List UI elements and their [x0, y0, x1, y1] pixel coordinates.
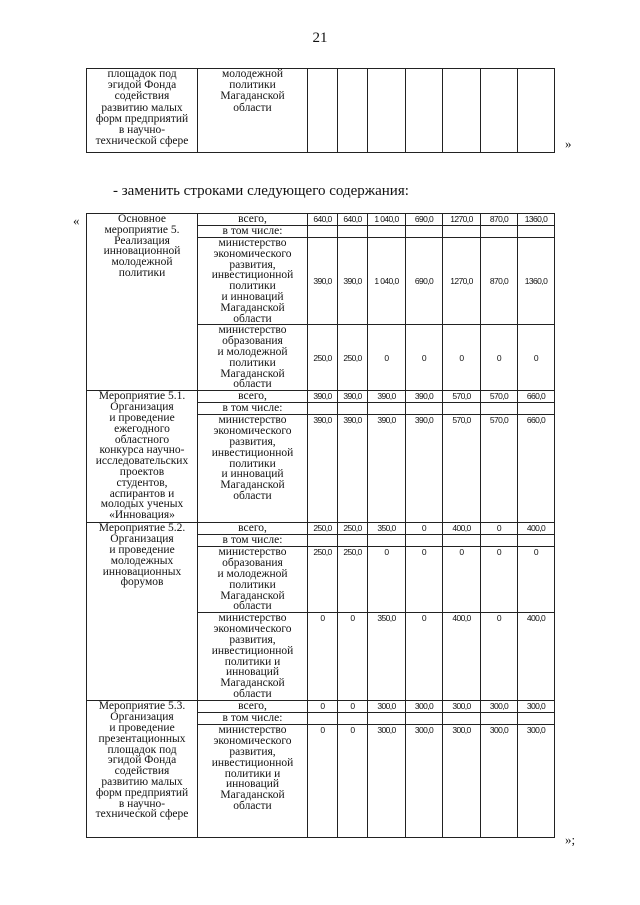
total-label: всего, — [198, 214, 308, 226]
empty-cell — [481, 713, 518, 725]
prev-row-executor: молодежной политики Магаданской области — [198, 69, 308, 153]
empty-cell — [338, 69, 368, 153]
empty-cell — [338, 535, 368, 547]
empty-cell — [406, 69, 443, 153]
empty-cell — [308, 535, 338, 547]
total-label: всего, — [198, 701, 308, 713]
value-cell: 0 — [406, 523, 443, 535]
empty-cell — [518, 226, 555, 238]
value-cell: 250,0 — [338, 547, 368, 613]
closing-quote: » — [565, 136, 572, 151]
empty-cell — [443, 535, 481, 547]
value-cell: 0 — [481, 547, 518, 613]
value-cell: 0 — [406, 325, 443, 391]
value-cell: 390,0 — [308, 238, 338, 325]
empty-cell — [518, 403, 555, 415]
empty-cell — [518, 535, 555, 547]
value-cell: 0 — [481, 523, 518, 535]
opening-quote: « — [73, 213, 80, 228]
empty-cell — [406, 535, 443, 547]
value-cell: 300,0 — [518, 701, 555, 713]
executor-name: министерство экономического развития, инвестиционной политики и инноваций Магаданской области — [198, 613, 308, 701]
value-cell: 390,0 — [338, 238, 368, 325]
value-cell: 0 — [368, 325, 406, 391]
value-cell: 400,0 — [518, 523, 555, 535]
value-cell: 390,0 — [308, 391, 338, 403]
value-cell: 250,0 — [338, 325, 368, 391]
value-cell: 660,0 — [518, 415, 555, 523]
value-cell: 400,0 — [443, 523, 481, 535]
value-cell: 0 — [338, 613, 368, 701]
value-cell: 350,0 — [368, 613, 406, 701]
empty-cell — [368, 535, 406, 547]
empty-cell — [308, 713, 338, 725]
total-label: всего, — [198, 523, 308, 535]
page-number: 21 — [312, 30, 328, 46]
empty-cell — [481, 226, 518, 238]
value-cell: 870,0 — [481, 214, 518, 226]
empty-cell — [338, 226, 368, 238]
executor-name: министерство экономического развития, инвестиционной политики и инноваций Магаданской области — [198, 238, 308, 325]
empty-cell — [481, 69, 518, 153]
value-cell: 0 — [308, 701, 338, 713]
value-cell: 570,0 — [443, 391, 481, 403]
executor-name: министерство образования и молодежной политики Магаданской области — [198, 547, 308, 613]
value-cell: 300,0 — [368, 701, 406, 713]
prev-row-name: площадок под эгидой Фонда содействия развитию малых форм предприятий в научно- технической сфере — [87, 69, 198, 153]
value-cell: 400,0 — [443, 613, 481, 701]
executor-name: министерство образования и молодежной политики Магаданской области — [198, 325, 308, 391]
closing-quote-semicolon: »; — [565, 832, 576, 847]
empty-cell — [518, 713, 555, 725]
value-cell: 640,0 — [308, 214, 338, 226]
value-cell: 300,0 — [481, 725, 518, 838]
value-cell: 570,0 — [443, 415, 481, 523]
empty-cell — [308, 69, 338, 153]
value-cell: 0 — [518, 325, 555, 391]
including-label: в том числе: — [198, 535, 308, 547]
including-label: в том числе: — [198, 226, 308, 238]
empty-cell — [308, 226, 338, 238]
executor-name: министерство экономического развития, инвестиционной политики и инноваций Магаданской области — [198, 725, 308, 838]
value-cell: 0 — [338, 725, 368, 838]
value-cell: 870,0 — [481, 238, 518, 325]
value-cell: 0 — [338, 701, 368, 713]
value-cell: 390,0 — [308, 415, 338, 523]
value-cell: 390,0 — [406, 415, 443, 523]
value-cell: 390,0 — [338, 415, 368, 523]
value-cell: 1270,0 — [443, 238, 481, 325]
empty-cell — [368, 403, 406, 415]
value-cell: 390,0 — [338, 391, 368, 403]
empty-cell — [443, 226, 481, 238]
empty-cell — [308, 403, 338, 415]
value-cell: 0 — [481, 325, 518, 391]
value-cell: 660,0 — [518, 391, 555, 403]
value-cell: 300,0 — [443, 725, 481, 838]
empty-cell — [368, 226, 406, 238]
value-cell: 300,0 — [481, 701, 518, 713]
previous-table-fragment — [86, 68, 555, 153]
value-cell: 390,0 — [406, 391, 443, 403]
value-cell: 1270,0 — [443, 214, 481, 226]
instruction-text: - заменить строками следующего содержания: — [113, 183, 409, 199]
empty-cell — [443, 403, 481, 415]
value-cell: 250,0 — [308, 523, 338, 535]
value-cell: 1360,0 — [518, 214, 555, 226]
value-cell: 0 — [368, 547, 406, 613]
empty-cell — [443, 713, 481, 725]
empty-cell — [368, 69, 406, 153]
m52-name: Мероприятие 5.2. Организация и проведение молодежных инновационных форумов — [87, 523, 198, 701]
value-cell: 0 — [406, 613, 443, 701]
value-cell: 350,0 — [368, 523, 406, 535]
value-cell: 570,0 — [481, 391, 518, 403]
m53-name: Мероприятие 5.3. Организация и проведение презентационных площадок под эгидой Фонда содействия развитию малых форм предприятий в научно- технической сфере — [87, 701, 198, 838]
value-cell: 300,0 — [518, 725, 555, 838]
empty-cell — [368, 713, 406, 725]
empty-cell — [406, 403, 443, 415]
executor-name: министерство экономического развития, инвестиционной политики и инноваций Магаданской области — [198, 415, 308, 523]
value-cell: 0 — [481, 613, 518, 701]
empty-cell — [338, 713, 368, 725]
empty-cell — [406, 713, 443, 725]
value-cell: 1 040,0 — [368, 238, 406, 325]
value-cell: 0 — [406, 547, 443, 613]
value-cell: 1 040,0 — [368, 214, 406, 226]
value-cell: 390,0 — [368, 391, 406, 403]
value-cell: 1360,0 — [518, 238, 555, 325]
value-cell: 0 — [443, 325, 481, 391]
value-cell: 400,0 — [518, 613, 555, 701]
value-cell: 0 — [308, 613, 338, 701]
value-cell: 300,0 — [406, 725, 443, 838]
value-cell: 0 — [308, 725, 338, 838]
empty-cell — [518, 69, 555, 153]
m5-name: Основное мероприятие 5. Реализация инновационной молодежной политики — [87, 214, 198, 391]
value-cell: 390,0 — [368, 415, 406, 523]
value-cell: 300,0 — [443, 701, 481, 713]
value-cell: 690,0 — [406, 238, 443, 325]
value-cell: 690,0 — [406, 214, 443, 226]
value-cell: 0 — [443, 547, 481, 613]
including-label: в том числе: — [198, 403, 308, 415]
value-cell: 300,0 — [368, 725, 406, 838]
value-cell: 570,0 — [481, 415, 518, 523]
empty-cell — [481, 535, 518, 547]
value-cell: 250,0 — [308, 547, 338, 613]
value-cell: 300,0 — [406, 701, 443, 713]
empty-cell — [406, 226, 443, 238]
value-cell: 250,0 — [308, 325, 338, 391]
total-label: всего, — [198, 391, 308, 403]
empty-cell — [443, 69, 481, 153]
empty-cell — [481, 403, 518, 415]
including-label: в том числе: — [198, 713, 308, 725]
value-cell: 0 — [518, 547, 555, 613]
replacement-table — [86, 213, 555, 838]
value-cell: 250,0 — [338, 523, 368, 535]
empty-cell — [338, 403, 368, 415]
m51-name: Мероприятие 5.1. Организация и проведение ежегодного областного конкурса научно- исследовательских проектов студентов, аспирантов и молодых ученых «Инновация» — [87, 391, 198, 523]
value-cell: 640,0 — [338, 214, 368, 226]
